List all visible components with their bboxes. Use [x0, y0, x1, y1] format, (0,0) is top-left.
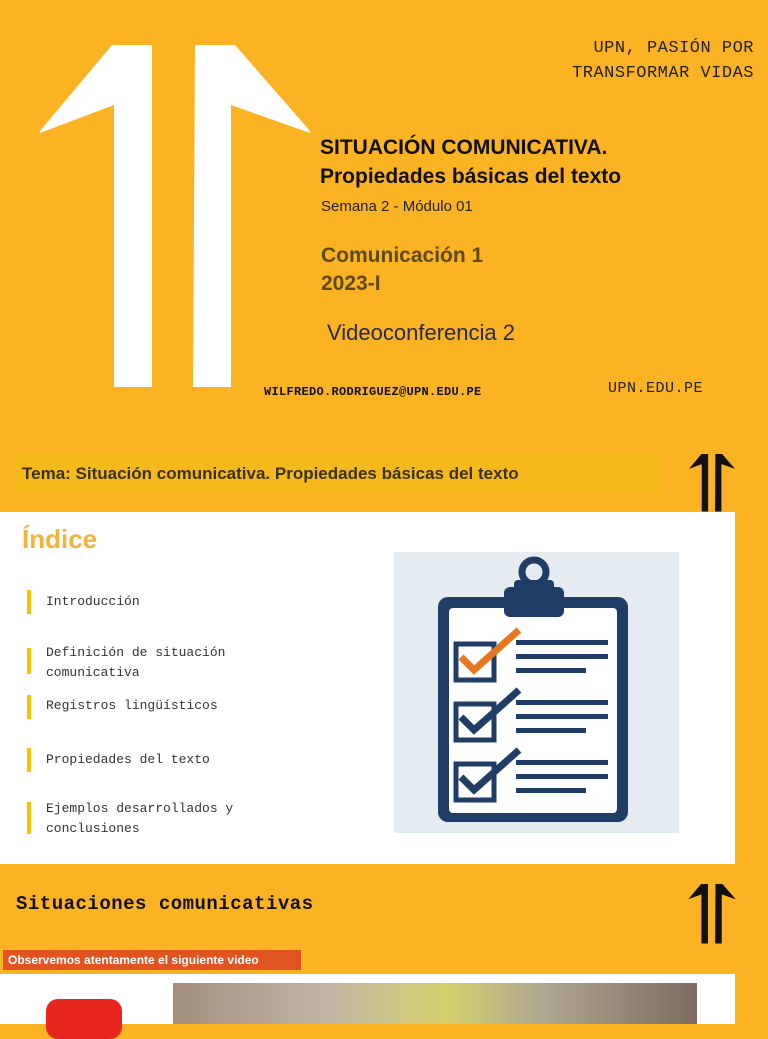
slogan-line-1: UPN, PASIÓN POR	[593, 39, 754, 58]
upn-logo-icon	[688, 454, 736, 512]
slogan-line-2: TRANSFORMAR VIDAS	[572, 64, 754, 83]
index-marker	[27, 648, 31, 674]
course-name: Comunicación 1	[321, 244, 484, 267]
videoconference-label: Videoconferencia 2	[327, 320, 515, 345]
slide-title-line-1: SITUACIÓN COMUNICATIVA.	[320, 136, 608, 159]
clipboard-checklist-icon	[394, 552, 679, 833]
index-marker	[27, 590, 31, 614]
index-title: Índice	[22, 524, 98, 554]
section-title: Situaciones comunicativas	[16, 893, 314, 915]
index-marker	[27, 802, 31, 834]
topic-text: Tema: Situación comunicativa. Propiedades básicas del texto	[22, 464, 519, 483]
index-item-registros[interactable]: Registros lingüísticos	[46, 698, 218, 713]
index-item-definicion[interactable]: Definición de situación comunicativa	[46, 645, 226, 680]
index-item-introduccion[interactable]: Introducción	[46, 594, 140, 609]
index-marker	[27, 748, 31, 772]
clipboard-illustration	[394, 552, 679, 833]
slide-title-line-2: Propiedades básicas del texto	[320, 165, 622, 188]
course-term: 2023-I	[321, 272, 381, 295]
video-thumbnail[interactable]	[173, 983, 697, 1024]
video-instruction-label: Observemos atentamente el siguiente video	[3, 950, 301, 970]
title-slide	[0, 0, 768, 430]
youtube-icon[interactable]	[46, 999, 122, 1039]
index-item-propiedades[interactable]: Propiedades del texto	[46, 752, 210, 767]
index-marker	[27, 695, 31, 719]
instructor-email[interactable]: WILFREDO.RODRIGUEZ@UPN.EDU.PE	[264, 385, 482, 399]
website-link[interactable]: UPN.EDU.PE	[608, 380, 704, 397]
slogan	[470, 36, 754, 86]
upn-logo-icon	[40, 45, 310, 390]
week-module-label: Semana 2 - Módulo 01	[321, 198, 473, 215]
index-item-ejemplos[interactable]: Ejemplos desarrollados y conclusiones	[46, 801, 234, 836]
upn-logo-icon	[688, 884, 736, 944]
